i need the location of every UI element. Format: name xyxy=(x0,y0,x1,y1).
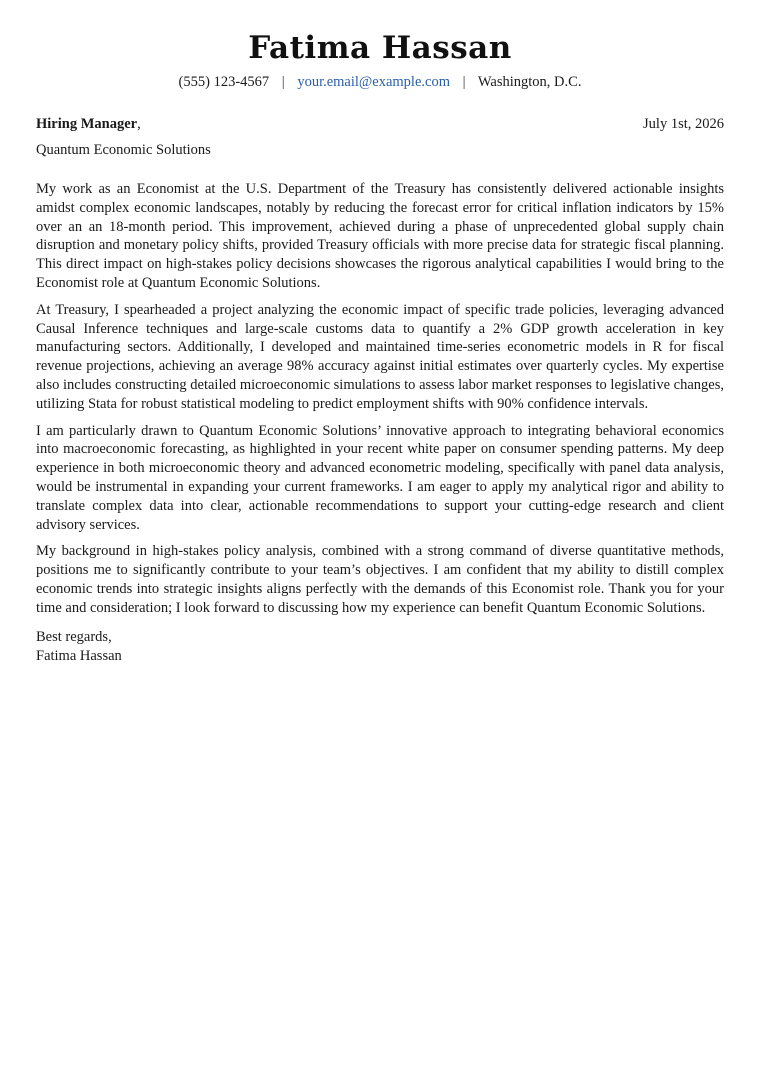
letter-closing xyxy=(36,628,724,666)
letter-date: July 1st, 2026 xyxy=(643,116,724,132)
contact-separator: | xyxy=(462,74,466,90)
body-paragraph: My work as an Economist at the U.S. Department of the Treasury has consistently delivered actionable insights amidst complex economic landscapes, notably by reducing the forecast error for critical inflation indicators by 15% over an an 18-month period. This improvement, achieved during a phase of unprecedented global supply chain disruption and monetary policy shifts, provided Treasury officials with more precise data for strategic fiscal planning. This direct impact on high-stakes policy decisions showcases the rigorous analytical capabilities I would bring to the Economist role at Quantum Economic Solutions. xyxy=(36,181,724,291)
recipient-name: Hiring Manager xyxy=(36,116,138,132)
cover-letter-page xyxy=(36,28,724,666)
recipient-row xyxy=(36,114,724,134)
body-paragraph: My background in high-stakes policy analysis, combined with a strong command of diverse quantitative methods, positions me to significantly contribute to your team’s objectives. I am confident that my ability to distill complex economic trends into strategic insights aligns perfectly with the demands of this Economist role. Thank you for your time and consideration; I look forward to discussing how my experience can benefit Quantum Economic Solutions. xyxy=(36,543,724,616)
location: Washington, D.C. xyxy=(477,74,582,90)
signature: Fatima Hassan xyxy=(36,647,122,664)
salutation-punctuation: , xyxy=(137,116,141,132)
body-paragraph: I am particularly drawn to Quantum Economic Solutions’ innovative approach to integrating behavioral economics into macroeconomic forecasting, as highlighted in your recent white paper on consumer spending patterns. My deep experience in both microeconomic theory and advanced econometric modeling, specifically with panel data analysis, would be instrumental in expanding your current frameworks. I am eager to apply my analytical rigor and ability to translate complex data into clear, actionable recommendations to support your cutting-edge research and client advisory services. xyxy=(36,422,724,533)
contact-separator: | xyxy=(281,74,285,90)
email-link[interactable]: your.email@example.com xyxy=(297,74,450,90)
phone-number: (555) 123-4567 xyxy=(178,74,270,90)
salutation xyxy=(36,114,141,134)
recipient-company: Quantum Economic Solutions xyxy=(36,142,211,158)
letter-body xyxy=(36,180,724,618)
body-paragraph: At Treasury, I spearheaded a project analyzing the economic impact of specific trade policies, leveraging advanced Causal Inference techniques and large-scale customs data to quantify a 2% GDP growth acceleration in key manufacturing sectors. Additionally, I developed and maintained time-series econometric models in R for fiscal revenue projections, achieving an average 98% accuracy against initial estimates over quarterly cycles. My expertise also includes constructing detailed microeconomic simulations to assess labor market responses to legislative changes, utilizing Stata for robust statistical modeling to predict employment shifts with 90% confidence intervals. xyxy=(36,301,724,412)
contact-line xyxy=(36,72,724,92)
applicant-name: Fatima Hassan xyxy=(248,30,512,66)
sign-off: Best regards, xyxy=(36,628,112,645)
